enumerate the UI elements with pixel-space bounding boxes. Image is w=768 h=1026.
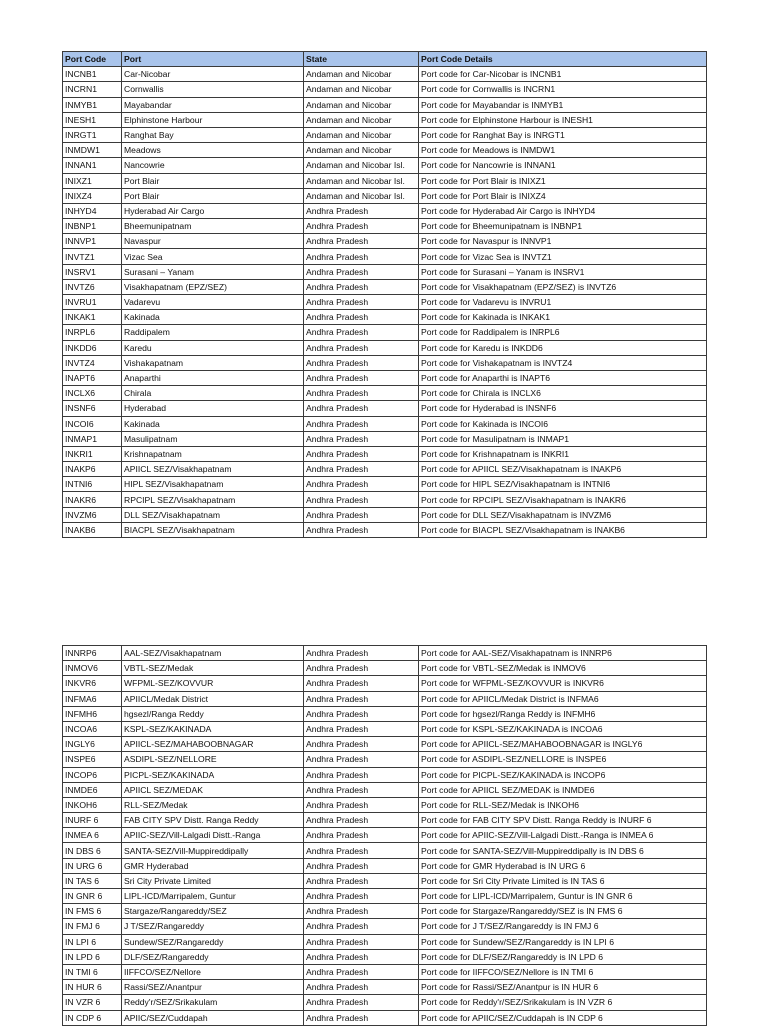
port-code-details-cell: Port code for Hyderabad Air Cargo is INHYD4 — [419, 203, 707, 218]
state-cell: Andhra Pradesh — [304, 721, 419, 736]
port-code-cell: INSNF6 — [63, 401, 122, 416]
table-row — [63, 264, 707, 279]
table-row — [63, 173, 707, 188]
port-name-cell: Kakinada — [122, 416, 304, 431]
table-row — [63, 279, 707, 294]
state-cell: Andhra Pradesh — [304, 1010, 419, 1025]
port-code-details-cell: Port code for Anaparthi is INAPT6 — [419, 370, 707, 385]
port-name-cell: J T/SEZ/Rangareddy — [122, 919, 304, 934]
state-cell: Andhra Pradesh — [304, 904, 419, 919]
port-code-details-cell: Port code for VBTL-SEZ/Medak is INMOV6 — [419, 661, 707, 676]
port-code-cell: INFMA6 — [63, 691, 122, 706]
port-code-cell: IN GNR 6 — [63, 889, 122, 904]
state-cell: Andhra Pradesh — [304, 737, 419, 752]
port-code-details-cell: Port code for Sundew/SEZ/Rangareddy is IN LPI 6 — [419, 934, 707, 949]
state-cell: Andhra Pradesh — [304, 676, 419, 691]
port-name-cell: Vadarevu — [122, 295, 304, 310]
port-code-details-cell: Port code for Nancowrie is INNAN1 — [419, 158, 707, 173]
port-code-details-cell: Port code for Krishnapatnam is INKRI1 — [419, 446, 707, 461]
table-row — [63, 661, 707, 676]
table-row — [63, 843, 707, 858]
port-name-cell: RPCIPL SEZ/Visakhapatnam — [122, 492, 304, 507]
table-row — [63, 219, 707, 234]
port-code-details-cell: Port code for Raddipalem is INRPL6 — [419, 325, 707, 340]
table-row — [63, 964, 707, 979]
port-code-table-2 — [62, 645, 707, 1026]
port-code-details-cell: Port code for PICPL-SEZ/KAKINADA is INCOP6 — [419, 767, 707, 782]
port-code-details-cell: Port code for Karedu is INKDD6 — [419, 340, 707, 355]
state-cell: Andaman and Nicobar — [304, 82, 419, 97]
table-row — [63, 949, 707, 964]
state-cell: Andhra Pradesh — [304, 828, 419, 843]
table-row — [63, 1010, 707, 1025]
table-row — [63, 767, 707, 782]
table-row — [63, 462, 707, 477]
port-code-cell: INMDW1 — [63, 143, 122, 158]
port-name-cell: FAB CITY SPV Distt. Ranga Reddy — [122, 813, 304, 828]
state-cell: Andhra Pradesh — [304, 995, 419, 1010]
port-name-cell: Bheemunipatnam — [122, 219, 304, 234]
table-row — [63, 188, 707, 203]
state-cell: Andhra Pradesh — [304, 843, 419, 858]
port-code-cell: IN FMJ 6 — [63, 919, 122, 934]
port-code-details-cell: Port code for Rassi/SEZ/Anantpur is IN HUR 6 — [419, 980, 707, 995]
state-cell: Andhra Pradesh — [304, 889, 419, 904]
port-code-cell: INSPE6 — [63, 752, 122, 767]
state-cell: Andhra Pradesh — [304, 355, 419, 370]
port-name-cell: Nancowrie — [122, 158, 304, 173]
table-row — [63, 691, 707, 706]
state-cell: Andhra Pradesh — [304, 370, 419, 385]
state-cell: Andhra Pradesh — [304, 964, 419, 979]
port-code-cell: INVTZ1 — [63, 249, 122, 264]
port-name-cell: DLF/SEZ/Rangareddy — [122, 949, 304, 964]
state-cell: Andaman and Nicobar — [304, 143, 419, 158]
state-cell: Andaman and Nicobar — [304, 127, 419, 142]
port-code-details-cell: Port code for Kakinada is INKAK1 — [419, 310, 707, 325]
port-name-cell: HIPL SEZ/Visakhapatnam — [122, 477, 304, 492]
port-code-details-cell: Port code for DLF/SEZ/Rangareddy is IN LPD 6 — [419, 949, 707, 964]
port-code-details-cell: Port code for ASDIPL-SEZ/NELLORE is INSPE6 — [419, 752, 707, 767]
port-code-details-cell: Port code for Port Blair is INIXZ4 — [419, 188, 707, 203]
port-code-details-cell: Port code for IIFFCO/SEZ/Nellore is IN TMI 6 — [419, 964, 707, 979]
port-name-cell: Ranghat Bay — [122, 127, 304, 142]
state-cell: Andaman and Nicobar — [304, 67, 419, 82]
port-code-cell: INMDE6 — [63, 782, 122, 797]
table-row — [63, 340, 707, 355]
port-name-cell: APIIC/SEZ/Cuddapah — [122, 1010, 304, 1025]
port-code-details-cell: Port code for Masulipatnam is INMAP1 — [419, 431, 707, 446]
port-code-cell: INSRV1 — [63, 264, 122, 279]
port-code-cell: INAPT6 — [63, 370, 122, 385]
port-code-cell: INTNI6 — [63, 477, 122, 492]
port-code-details-cell: Port code for Stargaze/Rangareddy/SEZ is IN FMS 6 — [419, 904, 707, 919]
port-code-details-cell: Port code for APIICL SEZ/Visakhapatnam is INAKP6 — [419, 462, 707, 477]
port-code-cell: INCRN1 — [63, 82, 122, 97]
port-code-cell: INFMH6 — [63, 706, 122, 721]
port-name-cell: Chirala — [122, 386, 304, 401]
port-code-details-cell: Port code for Meadows is INMDW1 — [419, 143, 707, 158]
port-name-cell: Port Blair — [122, 173, 304, 188]
port-code-details-cell: Port code for Car-Nicobar is INCNB1 — [419, 67, 707, 82]
port-code-cell: INCNB1 — [63, 67, 122, 82]
table-row — [63, 158, 707, 173]
port-name-cell: LIPL-ICD/Marripalem, Guntur — [122, 889, 304, 904]
table-row — [63, 295, 707, 310]
port-name-cell: Mayabandar — [122, 97, 304, 112]
table-row — [63, 797, 707, 812]
port-name-cell: SANTA-SEZ/Vill-Muppireddipally — [122, 843, 304, 858]
port-name-cell: ASDIPL-SEZ/NELLORE — [122, 752, 304, 767]
port-name-cell: AAL-SEZ/Visakhapatnam — [122, 646, 304, 661]
port-code-cell: INKVR6 — [63, 676, 122, 691]
state-cell: Andaman and Nicobar Isl. — [304, 173, 419, 188]
port-name-cell: GMR Hyderabad — [122, 858, 304, 873]
port-code-details-cell: Port code for Reddy'r/SEZ/Srikakulam is IN VZR 6 — [419, 995, 707, 1010]
port-code-details-cell: Port code for Port Blair is INIXZ1 — [419, 173, 707, 188]
port-code-cell: INCOA6 — [63, 721, 122, 736]
port-code-details-cell: Port code for LIPL-ICD/Marripalem, Guntur is IN GNR 6 — [419, 889, 707, 904]
state-cell: Andhra Pradesh — [304, 477, 419, 492]
port-code-details-cell: Port code for Mayabandar is INMYB1 — [419, 97, 707, 112]
state-cell: Andhra Pradesh — [304, 646, 419, 661]
port-code-details-cell: Port code for BIACPL SEZ/Visakhapatnam is INAKB6 — [419, 522, 707, 537]
port-code-cell: IN URG 6 — [63, 858, 122, 873]
port-code-cell: INCLX6 — [63, 386, 122, 401]
state-cell: Andhra Pradesh — [304, 706, 419, 721]
port-name-cell: WFPML-SEZ/KOVVUR — [122, 676, 304, 691]
table-row — [63, 980, 707, 995]
state-cell: Andhra Pradesh — [304, 203, 419, 218]
port-code-details-cell: Port code for APIIC/SEZ/Cuddapah is IN CDP 6 — [419, 1010, 707, 1025]
port-code-details-cell: Port code for RPCIPL SEZ/Visakhapatnam is INAKR6 — [419, 492, 707, 507]
state-cell: Andhra Pradesh — [304, 279, 419, 294]
state-cell: Andhra Pradesh — [304, 873, 419, 888]
table-row — [63, 386, 707, 401]
state-cell: Andaman and Nicobar Isl. — [304, 188, 419, 203]
state-cell: Andhra Pradesh — [304, 295, 419, 310]
port-code-details-cell: Port code for Cornwallis is INCRN1 — [419, 82, 707, 97]
port-name-cell: Cornwallis — [122, 82, 304, 97]
port-name-cell: APIIC-SEZ/Vill-Lalgadi Distt.-Ranga — [122, 828, 304, 843]
state-cell: Andhra Pradesh — [304, 782, 419, 797]
state-cell: Andhra Pradesh — [304, 797, 419, 812]
port-code-details-cell: Port code for Chirala is INCLX6 — [419, 386, 707, 401]
table-row — [63, 492, 707, 507]
port-code-cell: INMEA 6 — [63, 828, 122, 843]
state-cell: Andhra Pradesh — [304, 310, 419, 325]
port-name-cell: Anaparthi — [122, 370, 304, 385]
state-cell: Andhra Pradesh — [304, 386, 419, 401]
port-code-cell: IN HUR 6 — [63, 980, 122, 995]
port-name-cell: PICPL-SEZ/KAKINADA — [122, 767, 304, 782]
table-row — [63, 234, 707, 249]
column-header-port-code-details: Port Code Details — [419, 52, 707, 67]
port-code-cell: IN LPI 6 — [63, 934, 122, 949]
table-row — [63, 752, 707, 767]
port-code-cell: INCOP6 — [63, 767, 122, 782]
state-cell: Andhra Pradesh — [304, 264, 419, 279]
table-body-2 — [63, 646, 707, 1026]
state-cell: Andhra Pradesh — [304, 431, 419, 446]
port-code-cell: IN LPD 6 — [63, 949, 122, 964]
port-code-cell: INNRP6 — [63, 646, 122, 661]
state-cell: Andhra Pradesh — [304, 325, 419, 340]
state-cell: Andhra Pradesh — [304, 507, 419, 522]
table-row — [63, 995, 707, 1010]
port-name-cell: Vishakapatnam — [122, 355, 304, 370]
state-cell: Andhra Pradesh — [304, 462, 419, 477]
port-code-details-cell: Port code for Vadarevu is INVRU1 — [419, 295, 707, 310]
state-cell: Andhra Pradesh — [304, 691, 419, 706]
state-cell: Andhra Pradesh — [304, 813, 419, 828]
table-row — [63, 919, 707, 934]
table-row — [63, 737, 707, 752]
state-cell: Andhra Pradesh — [304, 661, 419, 676]
port-code-cell: INMYB1 — [63, 97, 122, 112]
table-row — [63, 813, 707, 828]
port-code-cell: INKRI1 — [63, 446, 122, 461]
state-cell: Andhra Pradesh — [304, 949, 419, 964]
table-row — [63, 310, 707, 325]
port-code-cell: INKAK1 — [63, 310, 122, 325]
state-cell: Andhra Pradesh — [304, 858, 419, 873]
port-name-cell: Sri City Private Limited — [122, 873, 304, 888]
port-code-cell: INCOI6 — [63, 416, 122, 431]
port-code-cell: INAKB6 — [63, 522, 122, 537]
port-code-cell: INURF 6 — [63, 813, 122, 828]
state-cell: Andaman and Nicobar Isl. — [304, 158, 419, 173]
port-code-details-cell: Port code for AAL-SEZ/Visakhapatnam is INNRP6 — [419, 646, 707, 661]
port-name-cell: APIICL-SEZ/MAHABOOBNAGAR — [122, 737, 304, 752]
state-cell: Andhra Pradesh — [304, 767, 419, 782]
column-header-port: Port — [122, 52, 304, 67]
table-row — [63, 646, 707, 661]
table-row — [63, 370, 707, 385]
port-code-cell: INIXZ4 — [63, 188, 122, 203]
port-code-details-cell: Port code for Ranghat Bay is INRGT1 — [419, 127, 707, 142]
table-row — [63, 325, 707, 340]
table-row — [63, 143, 707, 158]
table-row — [63, 706, 707, 721]
port-code-details-cell: Port code for WFPML-SEZ/KOVVUR is INKVR6 — [419, 676, 707, 691]
port-code-cell: INHYD4 — [63, 203, 122, 218]
table-row — [63, 97, 707, 112]
port-code-cell: IN TMI 6 — [63, 964, 122, 979]
port-code-details-cell: Port code for Navaspur is INNVP1 — [419, 234, 707, 249]
port-code-details-cell: Port code for Visakhapatnam (EPZ/SEZ) is INVTZ6 — [419, 279, 707, 294]
port-code-cell: INVTZ6 — [63, 279, 122, 294]
port-code-cell: INGLY6 — [63, 737, 122, 752]
port-code-details-cell: Port code for DLL SEZ/Visakhapatnam is INVZM6 — [419, 507, 707, 522]
port-name-cell: Raddipalem — [122, 325, 304, 340]
port-name-cell: Reddy'r/SEZ/Srikakulam — [122, 995, 304, 1010]
state-cell: Andaman and Nicobar — [304, 112, 419, 127]
port-name-cell: DLL SEZ/Visakhapatnam — [122, 507, 304, 522]
port-code-cell: INVTZ4 — [63, 355, 122, 370]
port-name-cell: Elphinstone Harbour — [122, 112, 304, 127]
port-name-cell: APIICL/Medak District — [122, 691, 304, 706]
table-row — [63, 112, 707, 127]
port-name-cell: Masulipatnam — [122, 431, 304, 446]
port-name-cell: Visakhapatnam (EPZ/SEZ) — [122, 279, 304, 294]
port-code-cell: INMOV6 — [63, 661, 122, 676]
table-row — [63, 203, 707, 218]
port-code-table-1 — [62, 51, 707, 538]
port-code-cell: INVRU1 — [63, 295, 122, 310]
port-code-details-cell: Port code for Kakinada is INCOI6 — [419, 416, 707, 431]
port-code-details-cell: Port code for GMR Hyderabad is IN URG 6 — [419, 858, 707, 873]
state-cell: Andhra Pradesh — [304, 934, 419, 949]
state-cell: Andhra Pradesh — [304, 492, 419, 507]
table-row — [63, 416, 707, 431]
port-name-cell: Kakinada — [122, 310, 304, 325]
table-row — [63, 249, 707, 264]
port-code-cell: INNVP1 — [63, 234, 122, 249]
port-code-cell: INNAN1 — [63, 158, 122, 173]
table-row — [63, 401, 707, 416]
port-name-cell: Stargaze/Rangareddy/SEZ — [122, 904, 304, 919]
table-row — [63, 782, 707, 797]
table-header-row — [63, 52, 707, 67]
port-code-details-cell: Port code for Vizac Sea is INVTZ1 — [419, 249, 707, 264]
port-name-cell: Navaspur — [122, 234, 304, 249]
port-name-cell: Karedu — [122, 340, 304, 355]
port-code-cell: INAKR6 — [63, 492, 122, 507]
table-row — [63, 477, 707, 492]
port-code-details-cell: Port code for RLL-SEZ/Medak is INKOH6 — [419, 797, 707, 812]
port-code-details-cell: Port code for SANTA-SEZ/Vill-Muppireddipally is IN DBS 6 — [419, 843, 707, 858]
port-name-cell: KSPL-SEZ/KAKINADA — [122, 721, 304, 736]
port-code-cell: INBNP1 — [63, 219, 122, 234]
table-row — [63, 355, 707, 370]
state-cell: Andhra Pradesh — [304, 416, 419, 431]
port-name-cell: Car-Nicobar — [122, 67, 304, 82]
port-code-details-cell: Port code for hgsezl/Ranga Reddy is INFMH6 — [419, 706, 707, 721]
table-row — [63, 934, 707, 949]
port-name-cell: Port Blair — [122, 188, 304, 203]
state-cell: Andhra Pradesh — [304, 249, 419, 264]
column-header-state: State — [304, 52, 419, 67]
port-code-details-cell: Port code for APIICL/Medak District is INFMA6 — [419, 691, 707, 706]
port-name-cell: Hyderabad Air Cargo — [122, 203, 304, 218]
state-cell: Andhra Pradesh — [304, 219, 419, 234]
port-name-cell: IIFFCO/SEZ/Nellore — [122, 964, 304, 979]
port-code-cell: INESH1 — [63, 112, 122, 127]
port-name-cell: Meadows — [122, 143, 304, 158]
port-name-cell: hgsezl/Ranga Reddy — [122, 706, 304, 721]
port-code-details-cell: Port code for APIICL SEZ/MEDAK is INMDE6 — [419, 782, 707, 797]
port-code-details-cell: Port code for Sri City Private Limited is IN TAS 6 — [419, 873, 707, 888]
port-code-details-cell: Port code for HIPL SEZ/Visakhapatnam is INTNI6 — [419, 477, 707, 492]
table-row — [63, 889, 707, 904]
port-code-cell: INKDD6 — [63, 340, 122, 355]
port-code-details-cell: Port code for Bheemunipatnam is INBNP1 — [419, 219, 707, 234]
table-row — [63, 431, 707, 446]
table-row — [63, 828, 707, 843]
port-code-cell: IN CDP 6 — [63, 1010, 122, 1025]
port-name-cell: Vizac Sea — [122, 249, 304, 264]
port-code-cell: INAKP6 — [63, 462, 122, 477]
table-body-1 — [63, 67, 707, 538]
port-name-cell: Hyderabad — [122, 401, 304, 416]
table-row — [63, 858, 707, 873]
table-row — [63, 507, 707, 522]
port-name-cell: APIICL SEZ/MEDAK — [122, 782, 304, 797]
table-row — [63, 904, 707, 919]
table-row — [63, 446, 707, 461]
port-name-cell: Rassi/SEZ/Anantpur — [122, 980, 304, 995]
state-cell: Andhra Pradesh — [304, 522, 419, 537]
port-code-cell: IN FMS 6 — [63, 904, 122, 919]
state-cell: Andhra Pradesh — [304, 401, 419, 416]
table-row — [63, 721, 707, 736]
port-code-details-cell: Port code for FAB CITY SPV Distt. Ranga Reddy is INURF 6 — [419, 813, 707, 828]
port-name-cell: APIICL SEZ/Visakhapatnam — [122, 462, 304, 477]
port-code-details-cell: Port code for APIICL-SEZ/MAHABOOBNAGAR is INGLY6 — [419, 737, 707, 752]
port-code-cell: INRPL6 — [63, 325, 122, 340]
state-cell: Andhra Pradesh — [304, 234, 419, 249]
port-code-cell: INRGT1 — [63, 127, 122, 142]
port-code-cell: INIXZ1 — [63, 173, 122, 188]
state-cell: Andaman and Nicobar — [304, 97, 419, 112]
port-name-cell: RLL-SEZ/Medak — [122, 797, 304, 812]
table-row — [63, 127, 707, 142]
table-row — [63, 873, 707, 888]
port-name-cell: Surasani – Yanam — [122, 264, 304, 279]
port-code-details-cell: Port code for Elphinstone Harbour is INESH1 — [419, 112, 707, 127]
port-code-details-cell: Port code for APIIC-SEZ/Vill-Lalgadi Distt.-Ranga is INMEA 6 — [419, 828, 707, 843]
port-code-cell: INMAP1 — [63, 431, 122, 446]
port-name-cell: VBTL-SEZ/Medak — [122, 661, 304, 676]
state-cell: Andhra Pradesh — [304, 446, 419, 461]
table-row — [63, 67, 707, 82]
port-name-cell: Sundew/SEZ/Rangareddy — [122, 934, 304, 949]
state-cell: Andhra Pradesh — [304, 752, 419, 767]
port-code-cell: IN DBS 6 — [63, 843, 122, 858]
port-code-cell: IN VZR 6 — [63, 995, 122, 1010]
port-code-details-cell: Port code for Hyderabad is INSNF6 — [419, 401, 707, 416]
port-code-cell: IN TAS 6 — [63, 873, 122, 888]
port-name-cell: BIACPL SEZ/Visakhapatnam — [122, 522, 304, 537]
port-code-cell: INKOH6 — [63, 797, 122, 812]
state-cell: Andhra Pradesh — [304, 340, 419, 355]
port-code-details-cell: Port code for Vishakapatnam is INVTZ4 — [419, 355, 707, 370]
table-row — [63, 676, 707, 691]
port-code-cell: INVZM6 — [63, 507, 122, 522]
state-cell: Andhra Pradesh — [304, 980, 419, 995]
port-code-details-cell: Port code for Surasani – Yanam is INSRV1 — [419, 264, 707, 279]
port-name-cell: Krishnapatnam — [122, 446, 304, 461]
table-row — [63, 522, 707, 537]
port-code-details-cell: Port code for J T/SEZ/Rangareddy is IN FMJ 6 — [419, 919, 707, 934]
column-header-port-code: Port Code — [63, 52, 122, 67]
state-cell: Andhra Pradesh — [304, 919, 419, 934]
port-code-details-cell: Port code for KSPL-SEZ/KAKINADA is INCOA6 — [419, 721, 707, 736]
table-row — [63, 82, 707, 97]
